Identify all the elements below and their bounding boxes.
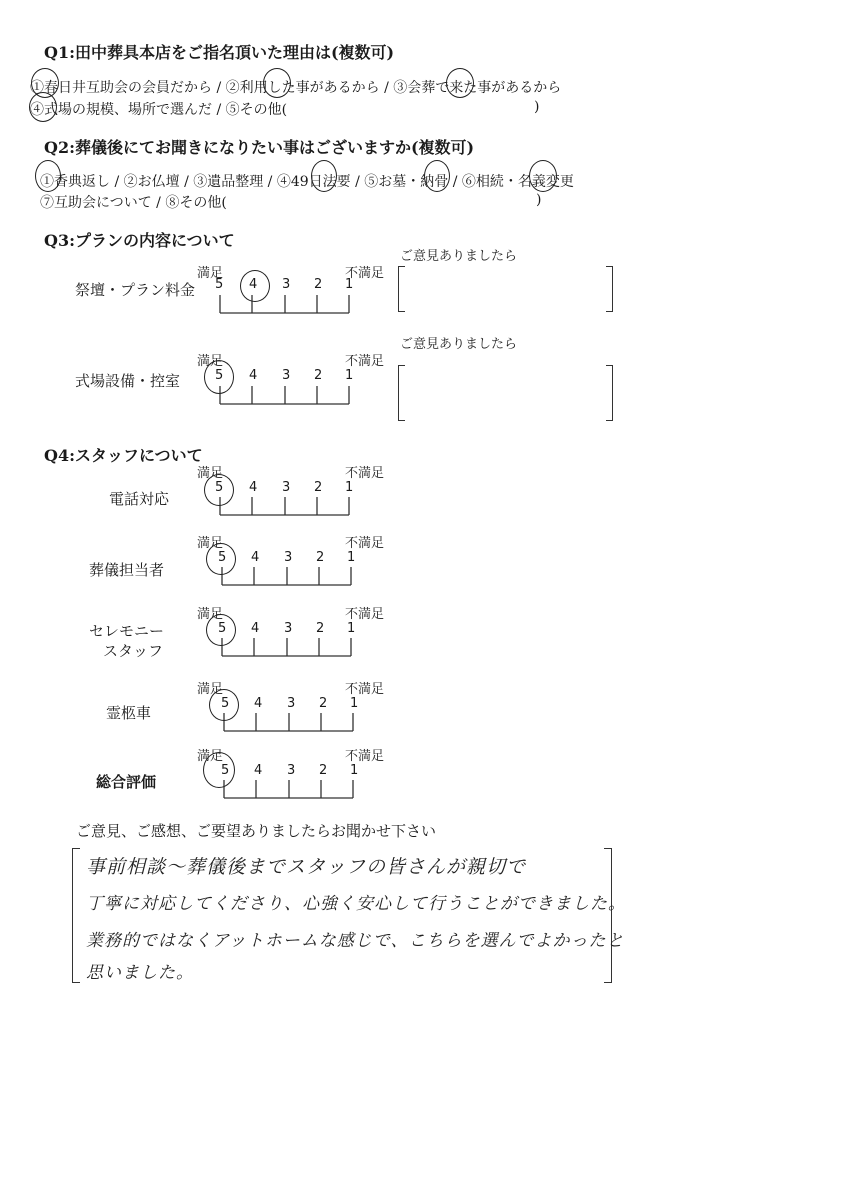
scale-number-1: 1: [345, 368, 354, 383]
feedback-bracket-left: [72, 848, 80, 983]
scale-number-2: 2: [319, 763, 328, 778]
scale-high-label: 満足: [197, 266, 224, 281]
scale-number-3: 3: [287, 696, 296, 711]
rating-scale-line: [218, 497, 353, 519]
rating-scale-line: [218, 295, 353, 317]
scale-number-1: 1: [345, 480, 354, 495]
scale-number-3: 3: [284, 550, 293, 565]
scale-low-label: 不満足: [345, 749, 385, 764]
scale-number-5: 5: [215, 277, 224, 292]
rating-scale-line: [220, 638, 355, 660]
scale-number-2: 2: [314, 368, 323, 383]
scale-high-label: 満足: [197, 536, 224, 551]
scale-number-5: 5: [218, 550, 227, 565]
circle-mark-rating: [204, 360, 234, 394]
q1-options-line2: ④式場の規模、場所で選んだ / ⑤その他(: [30, 102, 288, 118]
q3-item-label-1: 祭壇・プラン料金: [75, 281, 196, 299]
scale-number-1: 1: [347, 621, 356, 636]
scale-low-label: 不満足: [345, 466, 385, 481]
scale-number-4: 4: [249, 368, 258, 383]
circle-mark-q2-5: [424, 160, 450, 192]
q4-item-label-4: 霊柩車: [106, 704, 152, 722]
scale-number-1: 1: [350, 696, 359, 711]
comment-bracket-left: [398, 365, 405, 421]
scale-number-2: 2: [316, 621, 325, 636]
scale-number-1: 1: [347, 550, 356, 565]
scale-number-5: 5: [215, 480, 224, 495]
circle-mark-q1-3: [446, 68, 474, 98]
scale-low-label: 不満足: [345, 354, 385, 369]
scale-number-4: 4: [254, 696, 263, 711]
feedback-handwriting-line-4: 思いました。: [86, 963, 194, 983]
q4-title: Q4:スタッフについて: [44, 446, 203, 465]
q3-title: Q3:プランの内容について: [44, 231, 235, 250]
rating-scale-line: [220, 567, 355, 589]
scale-high-label: 満足: [197, 466, 224, 481]
comment-bracket-right: [606, 266, 613, 312]
scale-number-4: 4: [251, 621, 260, 636]
q1-title: Q1:田中葬具本店をご指名頂いた理由は(複数可): [44, 43, 395, 62]
scale-low-label: 不満足: [345, 536, 385, 551]
circle-mark-rating: [204, 474, 234, 506]
scale-high-label: 満足: [197, 749, 224, 764]
feedback-prompt: ご意見、ご感想、ご要望ありましたらお聞かせ下さい: [76, 822, 437, 840]
scale-low-label: 不満足: [345, 682, 385, 697]
scale-number-3: 3: [287, 763, 296, 778]
circle-mark-rating: [206, 543, 236, 575]
q2-close-paren: ): [536, 192, 542, 208]
q2-options-line1: ①香典返し / ②お仏壇 / ③遺品整理 / ④49日法要 / ⑤お墓・納骨 / ⑥相続・名義変更: [40, 174, 574, 190]
circle-mark-rating: [209, 689, 239, 721]
comment-bracket-left: [398, 266, 405, 312]
scale-number-1: 1: [350, 763, 359, 778]
feedback-bracket-right: [604, 848, 612, 983]
scale-high-label: 満足: [197, 354, 224, 369]
scale-number-1: 1: [345, 277, 354, 292]
scale-number-3: 3: [282, 368, 291, 383]
scale-number-2: 2: [314, 277, 323, 292]
scale-low-label: 不満足: [345, 607, 385, 622]
scale-low-label: 不満足: [345, 266, 385, 281]
q3-comment-label-1: ご意見ありましたら: [400, 249, 518, 264]
circle-mark-q2-4: [311, 160, 337, 192]
q3-item-label-2: 式場設備・控室: [75, 372, 181, 390]
comment-bracket-right: [606, 365, 613, 421]
circle-mark-rating: [206, 614, 236, 646]
feedback-handwriting-line-1: 事前相談〜葬儀後までスタッフの皆さんが親切で: [86, 856, 527, 878]
feedback-handwriting-line-2: 丁寧に対応してくださり、心強く安心して行うことができました。: [86, 894, 626, 914]
scale-number-4: 4: [251, 550, 260, 565]
q4-item-label-3: セレモニー: [89, 622, 165, 640]
q1-close-paren: ): [534, 99, 540, 115]
scale-high-label: 満足: [197, 682, 224, 697]
rating-scale-line: [218, 386, 353, 408]
feedback-handwriting-line-3: 業務的ではなくアットホームな感じで、こちらを選んでよかったと: [86, 931, 625, 951]
circle-mark-q1-4: [29, 92, 57, 122]
scale-number-4: 4: [254, 763, 263, 778]
scale-number-4: 4: [249, 277, 258, 292]
scale-number-5: 5: [221, 696, 230, 711]
scale-number-5: 5: [218, 621, 227, 636]
scale-number-3: 3: [282, 480, 291, 495]
scale-number-2: 2: [319, 696, 328, 711]
scale-number-4: 4: [249, 480, 258, 495]
scale-number-2: 2: [316, 550, 325, 565]
q2-options-line2: ⑦互助会について / ⑧その他(: [40, 195, 227, 211]
q4-item-label-2: 葬儀担当者: [89, 561, 165, 579]
circle-mark-q1-2: [263, 68, 291, 98]
rating-scale-line: [222, 780, 357, 802]
scale-high-label: 満足: [197, 607, 224, 622]
scale-number-3: 3: [284, 621, 293, 636]
scale-number-5: 5: [221, 763, 230, 778]
circle-mark-q2-1: [35, 160, 61, 192]
q1-options-line1: ①春日井互助会の会員だから / ②利用した事があるから / ③会葬で来た事があるから: [30, 80, 562, 96]
q3-comment-label-2: ご意見ありましたら: [400, 337, 518, 352]
scale-number-3: 3: [282, 277, 291, 292]
circle-mark-rating: [240, 270, 270, 302]
q4-item-label-1: 電話対応: [109, 490, 170, 508]
circle-mark-rating: [203, 752, 235, 788]
q4-item-label-5: 総合評価: [96, 773, 157, 791]
q2-title: Q2:葬儀後にてお聞きになりたい事はございますか(複数可): [44, 138, 475, 157]
scale-number-2: 2: [314, 480, 323, 495]
scale-number-5: 5: [215, 368, 224, 383]
q4-item-label-3b: スタッフ: [103, 642, 164, 660]
circle-mark-q2-6: [529, 160, 557, 192]
rating-scale-line: [222, 713, 357, 735]
